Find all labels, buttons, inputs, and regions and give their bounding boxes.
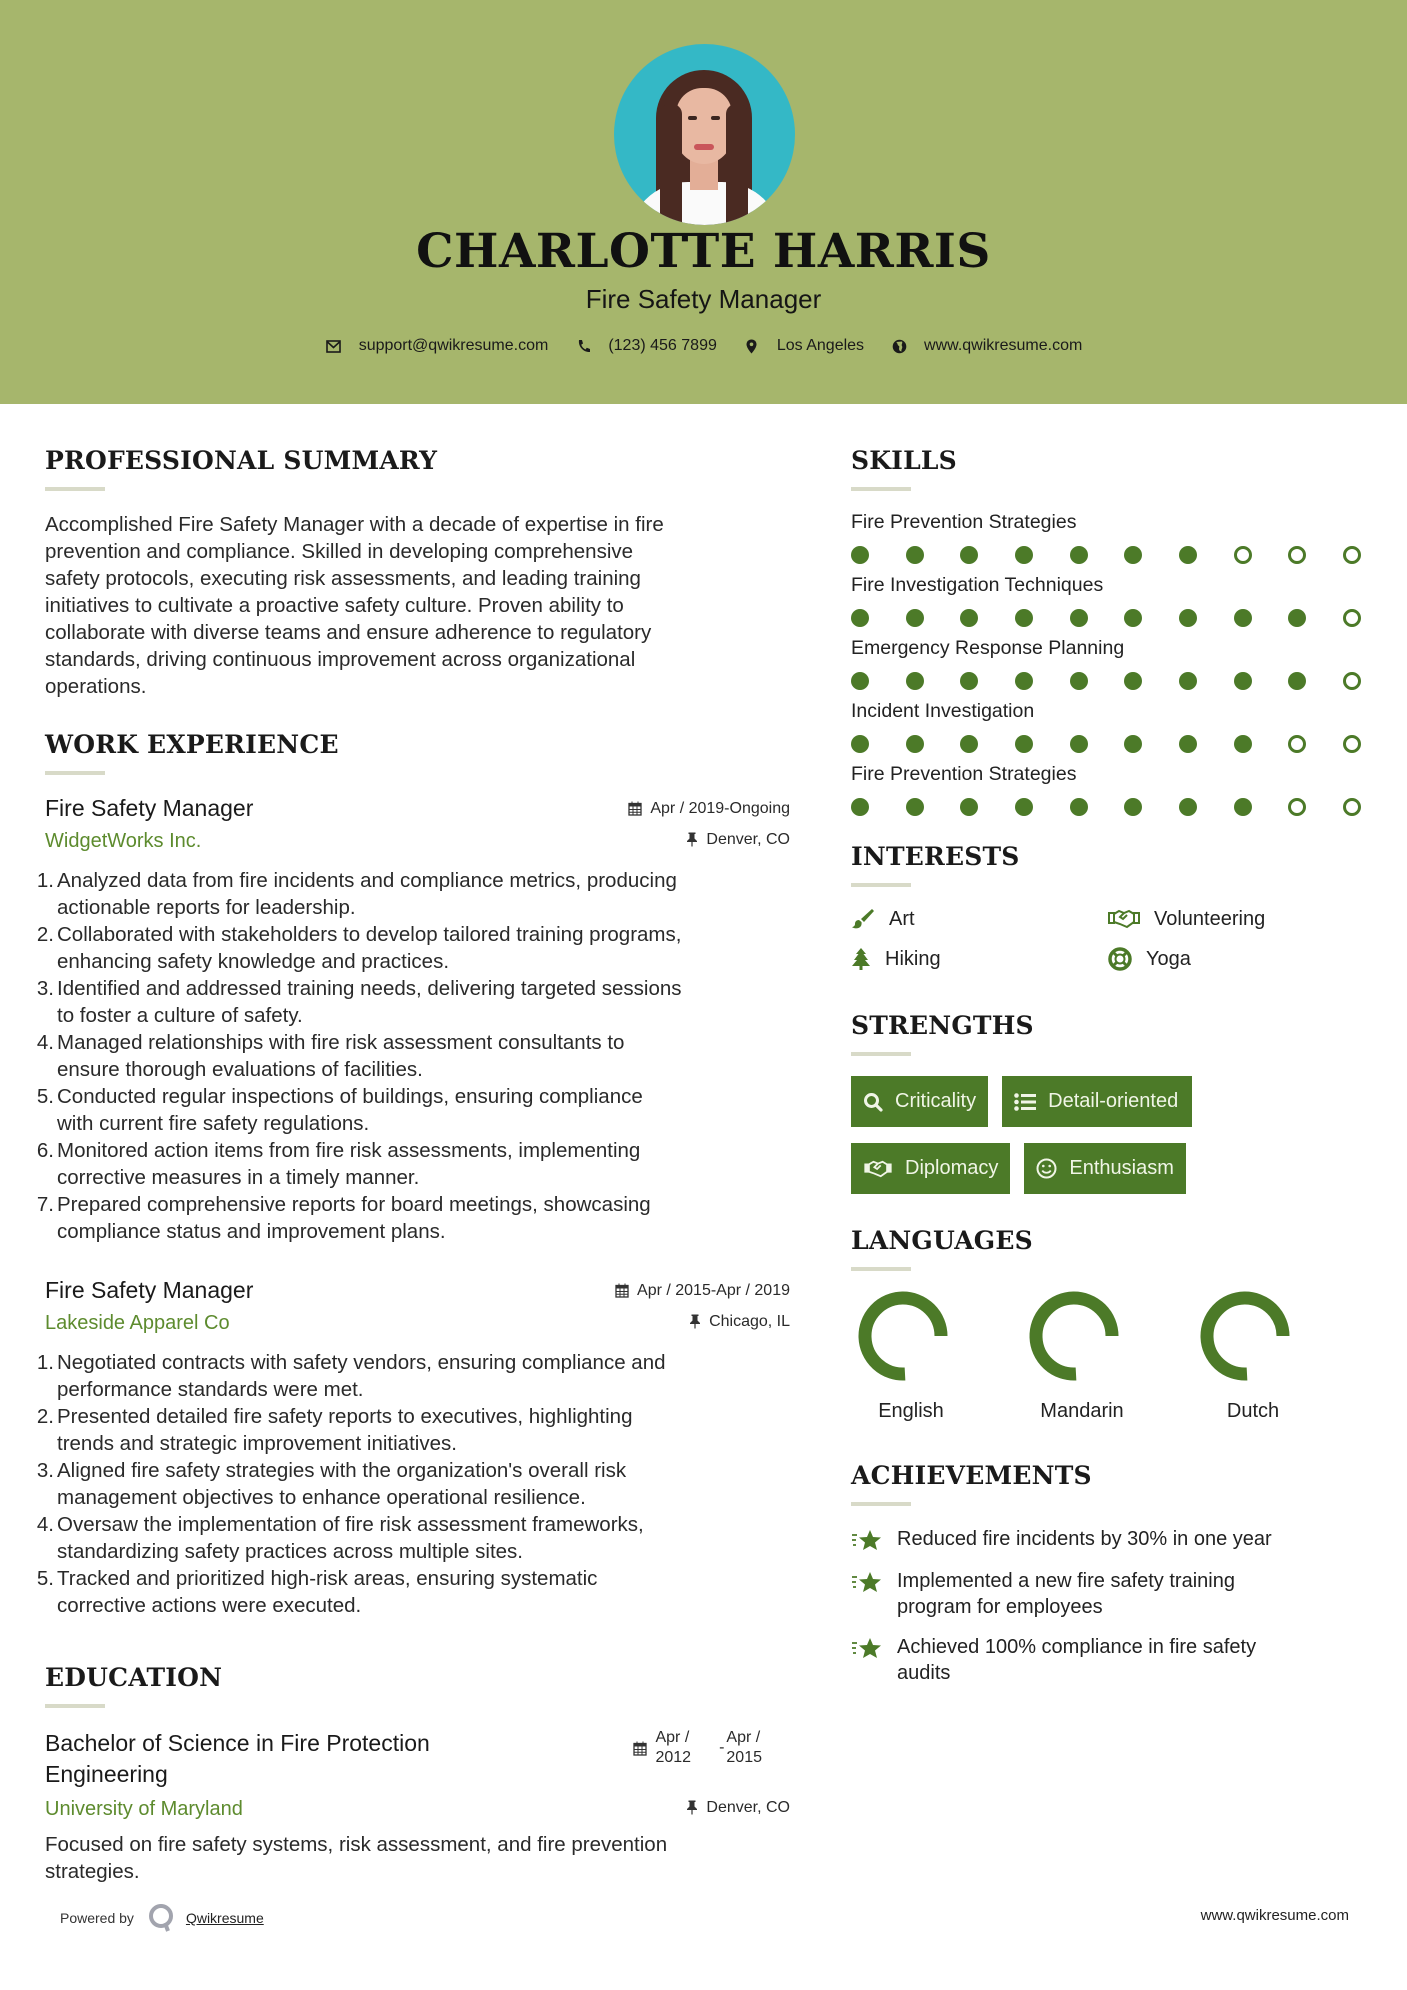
rating-dot-filled <box>1179 735 1197 753</box>
life-ring-icon <box>1108 947 1132 971</box>
education-description: Focused on fire safety systems, risk assessment, and fire prevention strategies. <box>45 1833 668 1883</box>
rating-dot-filled <box>960 609 978 627</box>
skill-rating <box>851 798 1361 816</box>
rating-dot-filled <box>906 672 924 690</box>
company-name: Lakeside Apparel Co <box>45 1312 230 1334</box>
location-text: Denver, CO <box>706 830 790 848</box>
strength-label: Diplomacy <box>905 1157 999 1179</box>
handshake-icon <box>863 1159 893 1179</box>
skill-item <box>851 511 1371 564</box>
pushpin-icon <box>686 832 698 847</box>
rating-dot-filled <box>1124 798 1142 816</box>
interest-label: Hiking <box>885 947 941 970</box>
skill-item <box>851 700 1371 753</box>
education-dates <box>633 1728 762 1768</box>
section-title: WORK EXPERIENCE <box>45 730 339 759</box>
email-text: support@qwikresume.com <box>358 337 549 354</box>
calendar-icon <box>633 1741 647 1756</box>
section-divider <box>45 487 105 491</box>
rating-dot-filled <box>960 798 978 816</box>
bullet-item: 1. Analyzed data from fire incidents and compliance metrics, producing actionable reports for leadership. <box>36 869 677 919</box>
job-dates <box>628 800 790 818</box>
school-name: University of Maryland <box>45 1798 243 1820</box>
strength-label: Enthusiasm <box>1069 1157 1174 1179</box>
dates-text: Apr / 2015-Apr / 2019 <box>637 1281 790 1299</box>
brand-link[interactable]: Qwikresume <box>185 1910 264 1926</box>
contact-email[interactable] <box>325 337 549 355</box>
job-dates <box>615 1282 790 1300</box>
candidate-role: Fire Safety Manager <box>585 284 822 314</box>
degree-title: Bachelor of Science in Fire Protection Engineering <box>45 1730 430 1787</box>
rating-dot-filled <box>851 609 869 627</box>
avatar-hair-right <box>726 104 748 225</box>
rating-dot-filled <box>1288 609 1306 627</box>
interest-label: Volunteering <box>1154 907 1266 930</box>
avatar-hair-left <box>660 104 682 225</box>
job-location <box>686 831 790 849</box>
section-divider <box>45 1704 105 1708</box>
language-item <box>1193 1291 1364 1423</box>
summary-line: standards, driving continuous improvement across organizational <box>45 648 636 671</box>
strength-label: Detail-oriented <box>1048 1090 1179 1112</box>
rating-dot-filled <box>1179 672 1197 690</box>
shooting-star-icon <box>851 1636 883 1662</box>
envelope-icon <box>325 337 343 355</box>
left-column <box>36 440 790 1885</box>
location-text: Los Angeles <box>776 337 865 354</box>
strength-tag <box>851 1143 1010 1194</box>
header-banner <box>0 0 1407 404</box>
school-location <box>686 1799 790 1817</box>
language-label: Dutch <box>1226 1400 1280 1422</box>
rating-dot-filled <box>1234 735 1252 753</box>
phone-text: (123) 456 7899 <box>608 337 717 354</box>
bullet-item: 6. Monitored action items from fire risk assessments, implementing corrective measures in a timely manner. <box>36 1139 641 1189</box>
bullet-item: 4. Oversaw the implementation of fire risk assessment frameworks, standardizing safety practices across multiple sites. <box>36 1513 644 1563</box>
job-entry <box>36 1277 790 1619</box>
achievement-item: Implemented a new fire safety training program for employees <box>851 1568 1371 1620</box>
start-date: Apr / 2012 <box>655 1729 692 1766</box>
section-title: STRENGTHS <box>851 1011 1034 1040</box>
contact-phone[interactable] <box>574 337 717 355</box>
handshake-icon <box>1108 908 1140 930</box>
job-location <box>689 1313 790 1331</box>
candidate-name: CHARLOTTE HARRIS <box>416 224 991 279</box>
rating-dot-filled <box>1015 546 1033 564</box>
location-text: Chicago, IL <box>709 1312 790 1330</box>
rating-dot-filled <box>851 798 869 816</box>
interest-item <box>851 907 1108 931</box>
rating-dot-filled <box>851 546 869 564</box>
section-title: ACHIEVEMENTS <box>851 1461 1092 1490</box>
strength-tag <box>1024 1143 1186 1194</box>
language-label: Mandarin <box>1040 1400 1124 1422</box>
section-divider <box>851 883 911 887</box>
rating-dot-filled <box>906 546 924 564</box>
rating-dot-filled <box>1179 798 1197 816</box>
skill-item <box>851 763 1371 816</box>
bullet-item: 4. Managed relationships with fire risk assessment consultants to ensure thorough evaluations of facilities. <box>36 1031 625 1081</box>
right-column <box>851 440 1371 1700</box>
rating-dot-filled <box>960 735 978 753</box>
bullet-item: 1. Negotiated contracts with safety vendors, ensuring compliance and performance standards were met. <box>36 1351 666 1401</box>
shooting-star-icon <box>851 1570 883 1596</box>
search-icon <box>863 1092 883 1112</box>
powered-by-label: Powered by <box>60 1910 134 1926</box>
rating-dot-filled <box>1234 798 1252 816</box>
interest-item <box>1108 947 1348 971</box>
rating-dot-filled <box>1179 609 1197 627</box>
rating-dot-filled <box>1234 672 1252 690</box>
skill-label: Fire Investigation Techniques <box>851 574 1104 596</box>
shooting-star-icon <box>851 1528 883 1554</box>
language-item <box>1022 1291 1193 1423</box>
skill-label: Emergency Response Planning <box>851 637 1125 659</box>
rating-dot-filled <box>1015 609 1033 627</box>
proficiency-ring <box>858 1291 948 1381</box>
summary-text <box>45 511 790 700</box>
pushpin-icon <box>686 1800 698 1815</box>
tree-icon <box>851 947 871 971</box>
footer-website[interactable]: www.qwikresume.com <box>1200 1907 1349 1924</box>
rating-dot-filled <box>906 798 924 816</box>
section-divider <box>851 1052 911 1056</box>
globe-icon <box>890 337 908 355</box>
skill-rating <box>851 546 1361 564</box>
strength-label: Criticality <box>895 1090 977 1112</box>
rating-dot-filled <box>1124 609 1142 627</box>
rating-dot-filled <box>1015 735 1033 753</box>
languages-list <box>851 1291 1371 1423</box>
achievements-section <box>851 1461 1371 1686</box>
job-title: Fire Safety Manager <box>45 1277 254 1303</box>
bullet-item: 7. Prepared comprehensive reports for board meetings, showcasing compliance status and improvement plans. <box>36 1193 651 1243</box>
qwikresume-logo-icon <box>148 1903 176 1933</box>
work-experience-section <box>36 730 790 1619</box>
summary-line: safety protocols, executing risk assessments, and leading training <box>45 567 641 590</box>
proficiency-ring <box>1200 1291 1290 1381</box>
avatar-lips <box>694 144 714 150</box>
section-title: PROFESSIONAL SUMMARY <box>45 446 438 475</box>
interest-item <box>851 947 1108 971</box>
powered-by <box>60 1903 264 1933</box>
skill-item <box>851 637 1371 690</box>
section-divider <box>851 487 911 491</box>
rating-dot-filled <box>1070 798 1088 816</box>
rating-dot-empty <box>1343 798 1361 816</box>
interest-item <box>1108 907 1348 931</box>
section-divider <box>45 771 105 775</box>
rating-dot-filled <box>851 735 869 753</box>
skill-item <box>851 574 1371 627</box>
skill-rating <box>851 672 1361 690</box>
calendar-icon <box>628 801 642 816</box>
dates-text: Apr / 2019-Ongoing <box>650 799 790 817</box>
language-label: English <box>878 1400 944 1422</box>
job-bullets <box>36 867 790 1245</box>
rating-dot-empty <box>1343 546 1361 564</box>
rating-dot-empty <box>1343 609 1361 627</box>
skills-section <box>851 446 1371 816</box>
strength-tag <box>851 1076 988 1127</box>
company-name: WidgetWorks Inc. <box>45 830 202 852</box>
achievement-item: Achieved 100% compliance in fire safety audits <box>851 1634 1371 1686</box>
rating-dot-filled <box>1070 609 1088 627</box>
rating-dot-filled <box>1124 672 1142 690</box>
rating-dot-filled <box>1015 672 1033 690</box>
avatar-eye <box>688 116 697 120</box>
strength-tag <box>1002 1076 1192 1127</box>
contact-bar <box>0 337 1407 355</box>
pushpin-icon <box>689 1314 701 1329</box>
summary-line: operations. <box>45 675 147 698</box>
summary-line: prevention and compliance. Skilled in developing comprehensive <box>45 540 634 563</box>
avatar-neck <box>690 160 718 190</box>
rating-dot-filled <box>906 735 924 753</box>
rating-dot-filled <box>906 609 924 627</box>
contact-website[interactable] <box>890 337 1082 355</box>
section-divider <box>851 1502 911 1506</box>
proficiency-ring <box>1029 1291 1119 1381</box>
avatar-face <box>676 88 732 164</box>
date-separator: - <box>719 1739 725 1756</box>
interests-list <box>851 907 1371 971</box>
bullet-item: 2. Collaborated with stakeholders to develop tailored training programs, enhancing safety knowledge and practices. <box>36 923 682 973</box>
interest-label: Yoga <box>1146 947 1191 970</box>
job-bullets <box>36 1349 790 1619</box>
website-text: www.qwikresume.com <box>924 337 1083 354</box>
skill-rating <box>851 609 1361 627</box>
rating-dot-filled <box>1070 735 1088 753</box>
rating-dot-empty <box>1288 735 1306 753</box>
rating-dot-filled <box>851 672 869 690</box>
summary-line: Accomplished Fire Safety Manager with a decade of expertise in fire <box>45 513 664 536</box>
skill-label: Fire Prevention Strategies <box>851 763 1077 785</box>
summary-line: collaborate with diverse teams and ensure adherence to regulatory <box>45 621 652 644</box>
rating-dot-filled <box>1124 546 1142 564</box>
achievement-item: Reduced fire incidents by 30% in one year <box>851 1526 1371 1554</box>
rating-dot-filled <box>1070 546 1088 564</box>
strengths-list <box>851 1076 1351 1194</box>
interest-label: Art <box>889 907 915 930</box>
education-section <box>45 1663 790 1885</box>
map-marker-icon <box>743 337 761 355</box>
interests-section <box>851 842 1371 971</box>
phone-icon <box>574 337 592 355</box>
list-icon <box>1014 1093 1036 1111</box>
rating-dot-filled <box>1124 735 1142 753</box>
skill-label: Incident Investigation <box>851 700 1035 722</box>
job-title: Fire Safety Manager <box>45 795 254 821</box>
rating-dot-filled <box>1015 798 1033 816</box>
rating-dot-filled <box>960 672 978 690</box>
bullet-item: 5. Conducted regular inspections of buildings, ensuring compliance with current fire safety regulations. <box>36 1085 643 1135</box>
contact-location <box>743 337 864 355</box>
skill-rating <box>851 735 1361 753</box>
language-item <box>851 1291 1022 1423</box>
bullet-item: 3. Aligned fire safety strategies with the organization's overall risk management objectives to enhance operational resilience. <box>36 1459 627 1509</box>
bullet-item: 5. Tracked and prioritized high-risk areas, ensuring systematic corrective actions were executed. <box>36 1567 598 1617</box>
section-title: LANGUAGES <box>851 1226 1033 1255</box>
skills-list <box>851 511 1371 816</box>
section-title: EDUCATION <box>45 1663 223 1692</box>
section-title: INTERESTS <box>851 842 1020 871</box>
rating-dot-filled <box>1070 672 1088 690</box>
summary-line: initiatives to cultivate a proactive safety culture. Proven ability to <box>45 594 624 617</box>
smile-icon <box>1036 1158 1057 1179</box>
section-divider <box>851 1267 911 1271</box>
rating-dot-filled <box>1288 672 1306 690</box>
bullet-item: 2. Presented detailed fire safety reports to executives, highlighting trends and strategic improvement initiatives. <box>36 1405 633 1455</box>
rating-dot-filled <box>960 546 978 564</box>
location-text: Denver, CO <box>706 1798 790 1816</box>
skill-label: Fire Prevention Strategies <box>851 511 1077 533</box>
calendar-icon <box>615 1283 629 1298</box>
rating-dot-empty <box>1343 735 1361 753</box>
bullet-item: 3. Identified and addressed training needs, delivering targeted sessions to foster a culture of safety. <box>36 977 682 1027</box>
professional-summary-section <box>45 446 790 700</box>
section-title: SKILLS <box>851 446 957 475</box>
languages-section <box>851 1226 1371 1423</box>
rating-dot-empty <box>1288 546 1306 564</box>
rating-dot-filled <box>1179 546 1197 564</box>
rating-dot-empty <box>1234 546 1252 564</box>
job-entry <box>36 795 790 1245</box>
rating-dot-empty <box>1343 672 1361 690</box>
rating-dot-filled <box>1234 609 1252 627</box>
avatar <box>614 44 795 225</box>
rating-dot-empty <box>1288 798 1306 816</box>
strengths-section <box>851 1011 1371 1194</box>
end-date: Apr / 2015 <box>726 1729 762 1766</box>
avatar-eye <box>711 116 720 120</box>
paintbrush-icon <box>851 907 875 931</box>
